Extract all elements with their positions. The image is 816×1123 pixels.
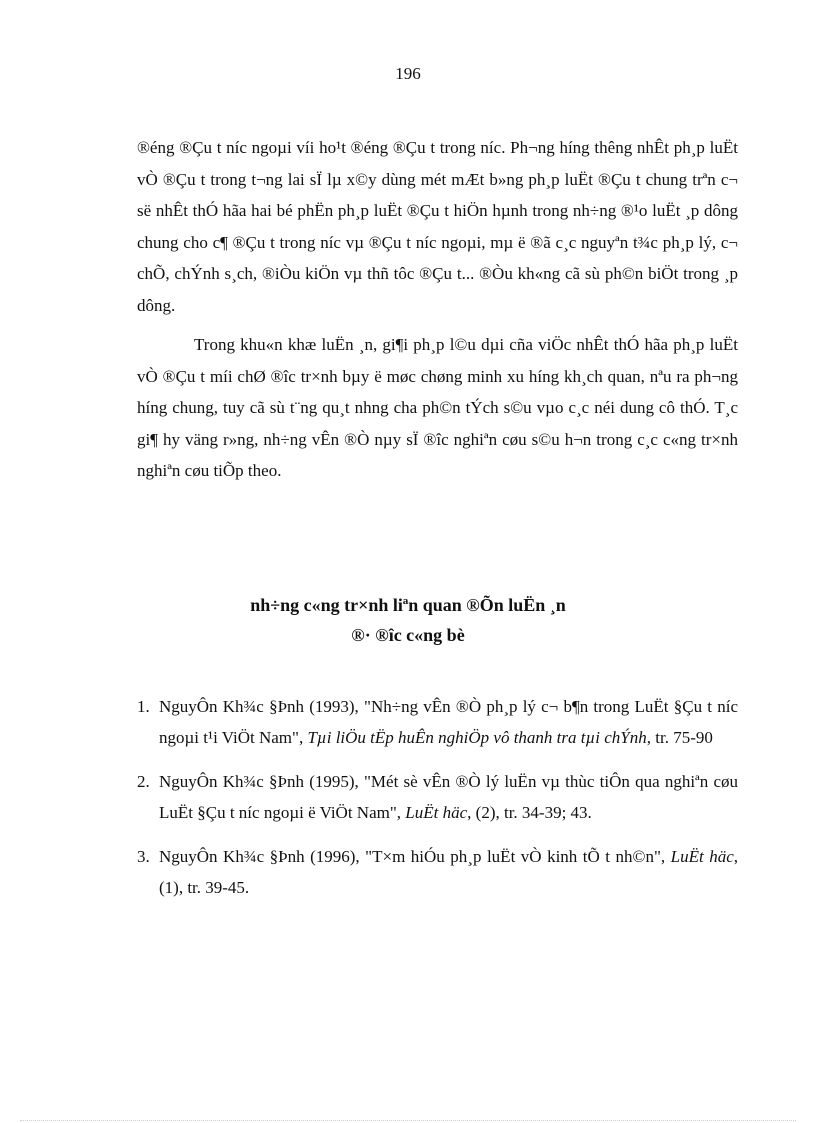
reference-pages: , tr. 75-90	[646, 727, 713, 747]
reference-number: 2.	[137, 772, 150, 791]
reference-text: NguyÔn Kh¾c §Þnh (1993), "Nh÷ng vÊn ®Ò ph¸p lý c¬ b¶n trong LuËt §Çu t níc ngoµi t¹i ViÖt Nam",	[159, 697, 738, 747]
reference-list	[137, 692, 738, 917]
reference-text: NguyÔn Kh¾c §Þnh (1996), "T×m hiÓu ph¸p luËt vÒ kinh tÕ t nh©n",	[159, 847, 671, 866]
section-heading	[0, 590, 816, 650]
reference-number: 1.	[137, 697, 150, 716]
reference-pages: , (2), tr. 34-39; 43.	[467, 802, 592, 822]
heading-line-2: ®· ®îc c«ng bè	[351, 625, 465, 645]
page-number: 196	[395, 64, 421, 83]
heading-line-1: nh÷ng c«ng tr×nh liªn quan ®Õn luËn ¸n	[250, 595, 566, 615]
page-bottom-divider	[20, 1120, 796, 1121]
reference-text: NguyÔn Kh¾c §Þnh (1995), "Mét sè vÊn ®Ò lý luËn vµ thùc tiÔn qua nghiªn cøu LuËt §Çu t níc ngoµi ë ViÖt Nam",	[159, 772, 738, 822]
reference-number: 3.	[137, 847, 150, 866]
reference-source: LuËt häc	[670, 847, 734, 866]
paragraph-2: Trong khu«n khæ luËn ¸n, gi¶i ph¸p l©u dµi cña viÖc nhÊt thÓ hãa ph¸p luËt vÒ ®Çu t míi chØ ®îc tr×nh bµy ë møc chøng minh xu híng kh¸ch quan, nªu ra ph¬ng híng chung, tuy cã sù t¨ng qu¸t nhng cha ph©n tÝch s©u vµo c¸c néi dung cô thÓ. T¸c gi¶ hy väng r»ng, nh÷ng vÊn ®Ò nµy sÏ ®îc nghiªn cøu s©u h¬n trong c¸c c«ng tr×nh nghiªn cøu tiÕp theo.	[137, 335, 738, 480]
paragraph-1: ®éng ®Çu t níc ngoµi víi ho¹t ®éng ®Çu t trong níc. Ph¬ng híng thêng nhÊt ph¸p luËt vÒ ®Çu t trong t¬ng lai sÏ lµ x©y dùng mét mÆt b»ng ph¸p luËt ®Çu t chung trªn c¬ së nhÊt thÓ hãa hai bé phËn ph¸p luËt ®Çu t hiÖn hµnh trong nh÷ng ®¹o luËt ¸p dông chung cho c¶ ®Çu t trong níc vµ ®Çu t níc ngoµi, mµ ë ®ã c¸c nguyªn t¾c ph¸p lý, c¬ chÕ, chÝnh s¸ch, ®iÒu kiÖn vµ thñ tôc ®Çu t... ®Òu kh«ng cã sù ph©n biÖt trong ¸p dông.	[137, 138, 738, 315]
reference-item	[137, 692, 738, 753]
reference-item	[137, 842, 738, 903]
reference-source: Tµi liÖu tËp huÊn nghiÖp vô thanh tra tµi chÝnh	[307, 727, 647, 747]
body-text	[137, 132, 738, 495]
reference-source: LuËt häc	[405, 802, 468, 822]
reference-pages: , (1), tr. 39-45.	[159, 847, 739, 897]
reference-item	[137, 767, 738, 828]
